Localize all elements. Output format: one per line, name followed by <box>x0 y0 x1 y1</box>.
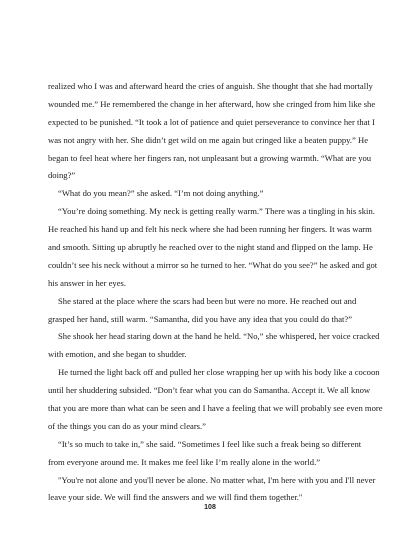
text-line: of the things you can do as your mind clears.” <box>48 420 206 431</box>
text-line: realized who I was and afterward heard the cries of anguish. She thought that she had mortally <box>48 81 373 91</box>
text-line: that you are more than what can be seen and I have a feeling that we will probably see even more <box>48 403 383 414</box>
text-line: from everyone around me. It makes me feel like I’m really alone in the world.” <box>48 456 321 467</box>
text-line: couldn’t see his neck without a mirror so he turned to her. “What do you see?” he asked and got <box>48 259 378 270</box>
page-number: 108 <box>204 504 216 511</box>
text-line: "You're not alone and you'll never be alone. No matter what, I'm here with you and I'll never <box>58 474 376 485</box>
text-line: grasped her hand, still warm. “Samantha, did you have any idea that you could do that?” <box>48 313 353 324</box>
text-line: expected to be punished. “It took a lot of patience and quiet perseverance to convince her that I <box>48 116 375 127</box>
text-line: his answer in her eyes. <box>48 277 127 288</box>
text-line: She shook her head staring down at the hand he held. “No,” she whispered, her voice cracked <box>58 331 380 342</box>
text-line: He reached his hand up and felt his neck where she had been running her fingers. It was warm <box>48 224 372 235</box>
text-line: and smooth. Sitting up abruptly he reached over to the night stand and flipped on the lamp. He <box>48 242 373 253</box>
text-line: “You’re doing something. My neck is getting really warm.” There was a tingling in his skin. <box>58 206 375 217</box>
text-line: “It’s so much to take in,” she said. “Sometimes I feel like such a freak being so different <box>58 438 362 449</box>
text-line: was not angry with her. She didn’t get wild on me again but cringed like a beaten puppy.” He <box>48 134 369 145</box>
text-line: doing?” <box>48 170 76 181</box>
text-line: “What do you mean?” she asked. “I’m not doing anything.” <box>58 188 264 199</box>
text-line: began to feel heat where her fingers ran, not unpleasant but a growing warmth. “What are you <box>48 152 372 163</box>
text-line: wounded me.” He remembered the change in her afterward, how she cringed from him like she <box>48 98 376 109</box>
text-line: She stared at the place where the scars had been but were no more. He reached out and <box>58 295 357 306</box>
text-line: with emotion, and she began to shudder. <box>48 349 187 360</box>
text-line: leave your side. We will find the answers and we will find them together." <box>48 492 303 503</box>
body-text <box>48 78 383 507</box>
text-line: He turned the light back off and pulled her close wrapping her up with his body like a cocoon <box>58 367 380 378</box>
text-line: until her shuddering subsided. “Don’t fear what you can do Samantha. Accept it. We all know <box>48 385 371 396</box>
